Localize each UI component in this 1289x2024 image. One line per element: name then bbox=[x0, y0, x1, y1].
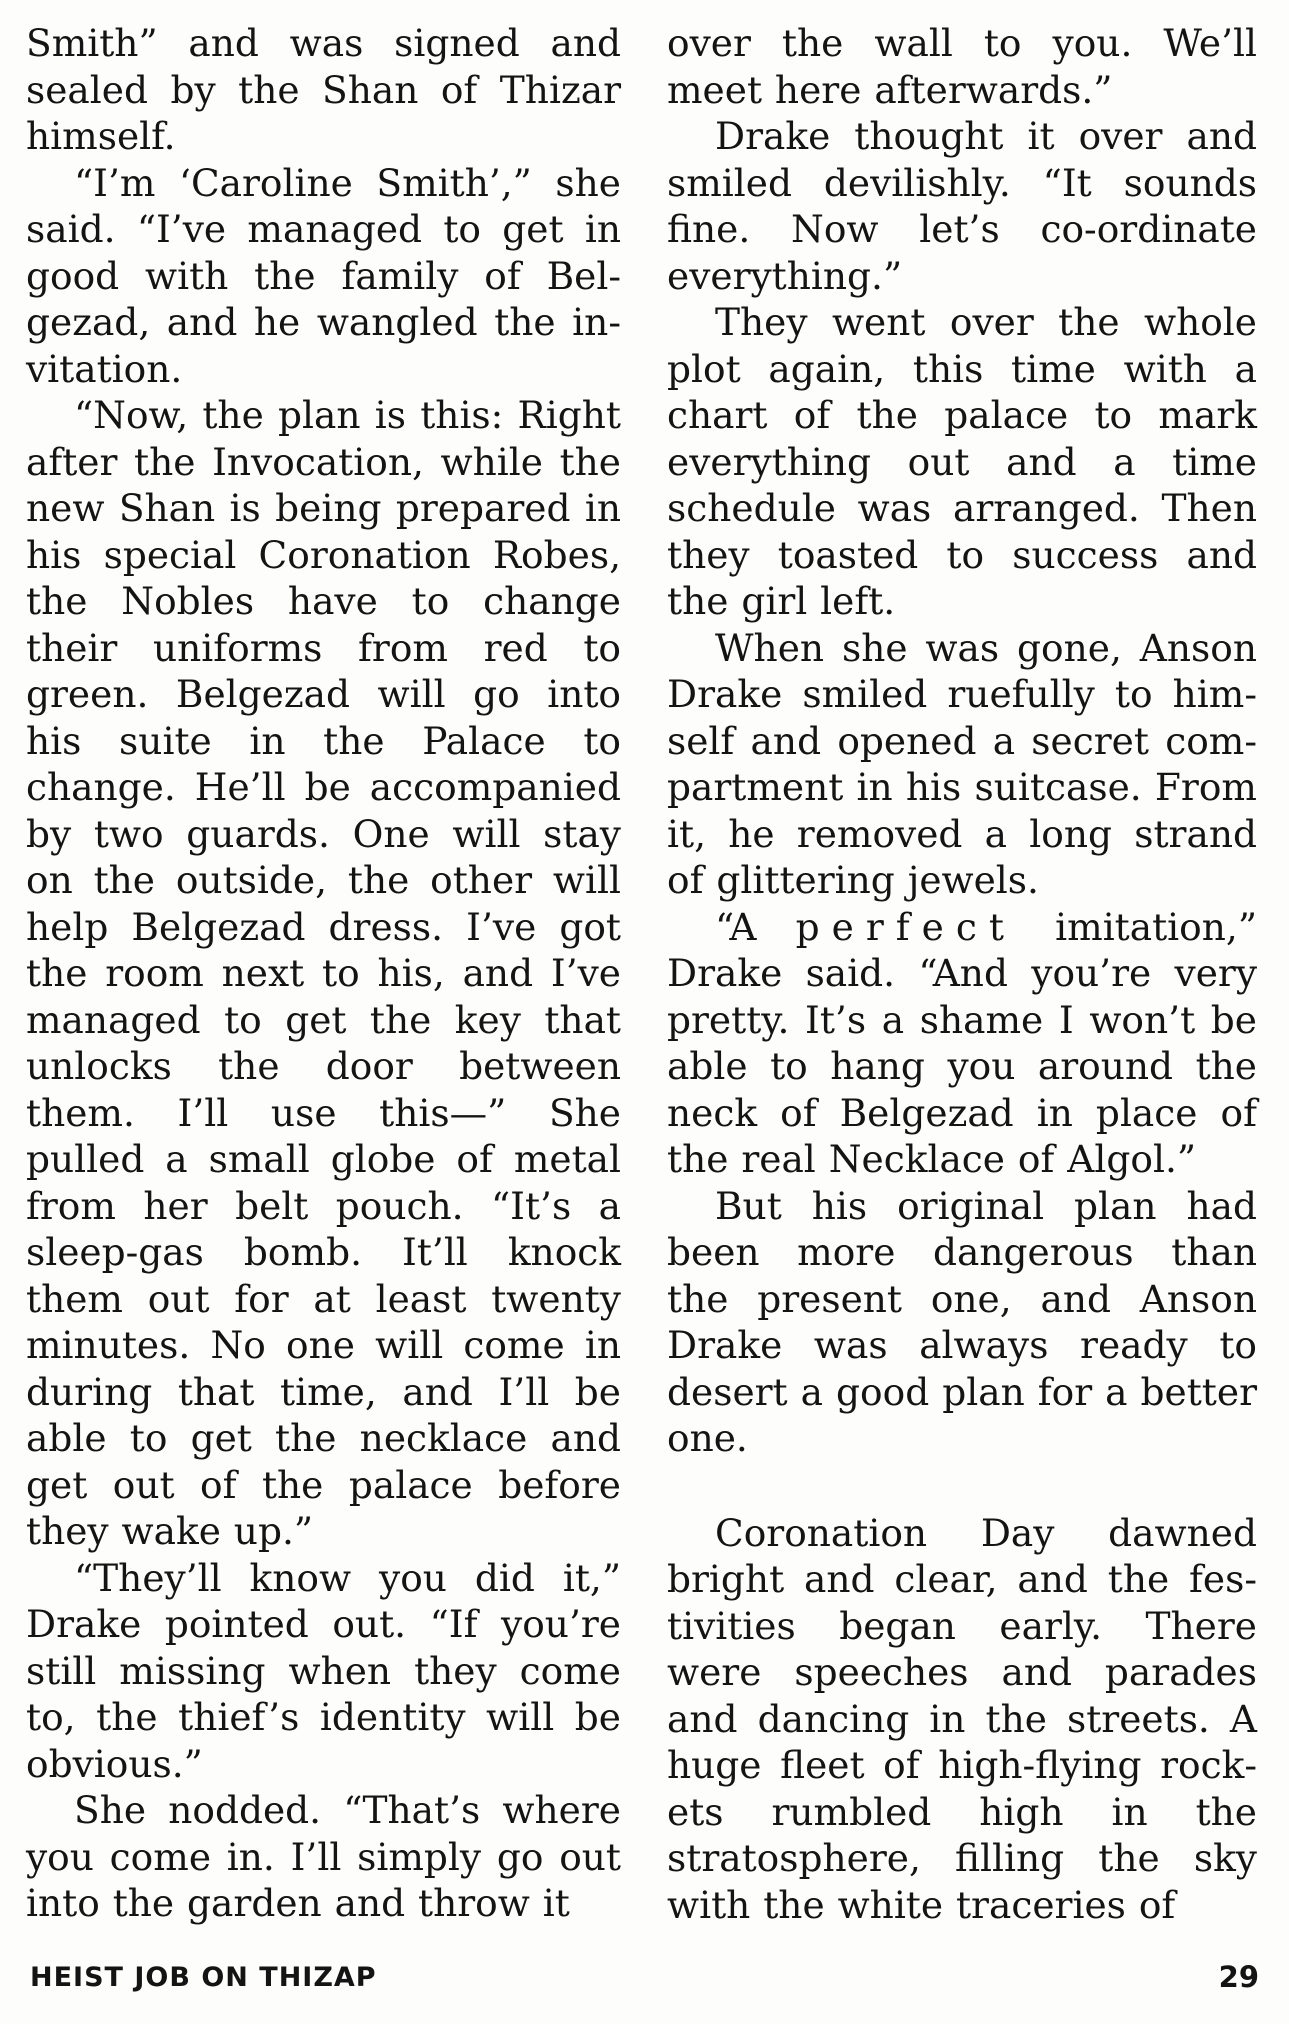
emphasized-word: perfect bbox=[795, 904, 1016, 949]
paragraph: over the wall to you. We’ll meet here afterwards.” bbox=[667, 21, 1257, 112]
text-run: “A bbox=[715, 904, 796, 949]
section-break bbox=[667, 1462, 1257, 1510]
left-text-column bbox=[26, 20, 621, 1927]
paragraph: “Now, the plan is this: Right after the Invocation, while the new Shan is being prepared in his special Coronation Robes, the Nobles have to change their uniforms from red to green. Belgezad will go into his suite in the Palace to change. He’ll be accompanied by two guards. One will stay on the outside, the other will help Belgezad dress. I’ve got the room next to his, and I’ve managed to get the key that unlocks the door between them. I’ll use this—” She pulled a small globe of metal from her belt pouch. “It’s a sleep-gas bomb. It’ll knock them out for at least twenty minutes. No one will come in during that time, and I’ll be able to get the necklace and get out of the palace before they wake up.” bbox=[26, 393, 621, 1553]
right-text-column bbox=[667, 20, 1257, 1928]
paragraph: When she was gone, Anson Drake smiled ruefully to himself and opened a secret compartment in his suitcase. From it, he removed a long strand of glittering jewels. bbox=[667, 625, 1257, 902]
paragraph: She nodded. “That’s where you come in. I’ll simply go out into the garden and throw it bbox=[26, 1788, 621, 1925]
paragraph: Drake thought it over and smiled devilishly. “It sounds fine. Now let’s co-ordinate everything.” bbox=[667, 114, 1257, 298]
paragraph: But his original plan had been more dangerous than the present one, and Anson Drake was always ready to desert a good plan for a better one. bbox=[667, 1183, 1257, 1460]
paragraph: “I’m ‘Caroline Smith’,” she said. “I’ve managed to get in good with the family of Belgezad, and he wangled the invitation. bbox=[26, 160, 621, 391]
paragraph: Coronation Day dawned bright and clear, and the festivities began early. There were speeches and parades and dancing in the streets. A huge fleet of high-flying rockets rumbled high in the stratosphere, filling the sky with the white traceries of bbox=[667, 1510, 1257, 1927]
running-footer-title: HEIST JOB ON THIZAP bbox=[30, 1962, 377, 1993]
text-run: imitation,” Drake said. “And you’re very pretty. It’s a shame I won’t be able to hang you around the neck of Belgezad in place of the real Necklace of Algol.” bbox=[667, 904, 1257, 1181]
paragraph: They went over the whole plot again, this time with a chart of the palace to mark everything out and a time schedule was arranged. Then they toasted to success and the girl left. bbox=[667, 300, 1257, 623]
paragraph bbox=[667, 904, 1257, 1183]
paragraph: “They’ll know you did it,” Drake pointed out. “If you’re still missing when they come to, the thief’s identity will be obvious.” bbox=[26, 1555, 621, 1786]
page-number: 29 bbox=[1218, 1960, 1259, 1994]
paragraph: Smith” and was signed and sealed by the Shan of Thizar himself. bbox=[26, 21, 621, 158]
